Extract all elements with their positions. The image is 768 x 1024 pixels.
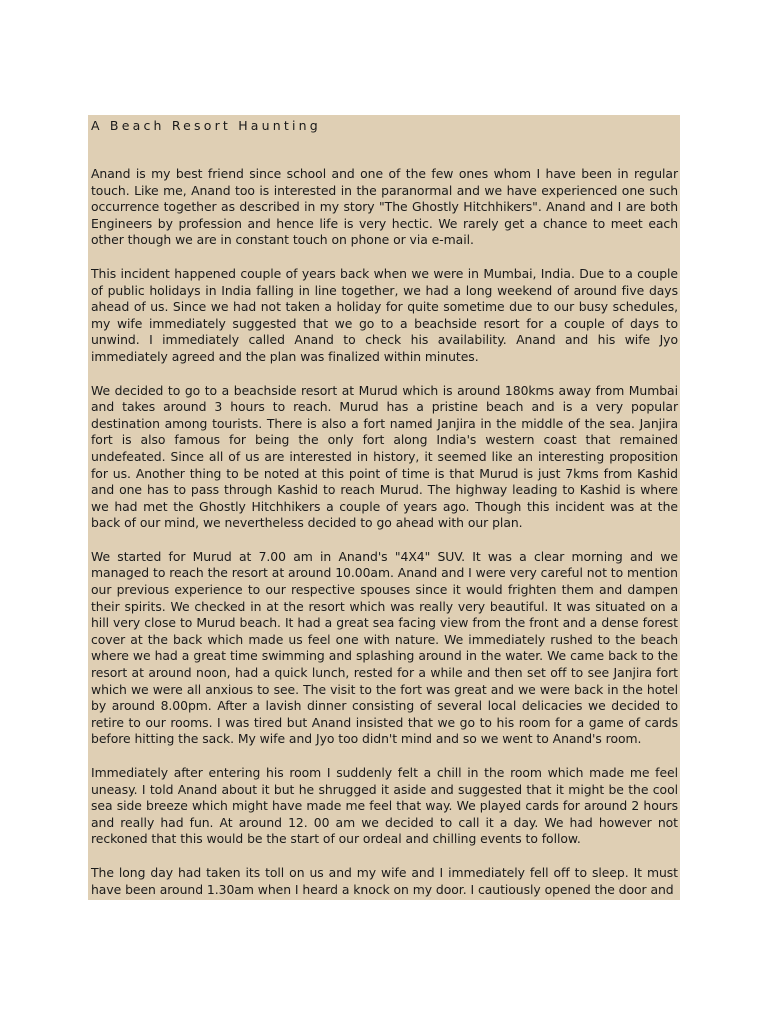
paragraph: We started for Murud at 7.00 am in Anand's "4X4" SUV. It was a clear morning and we managed to reach the resort at around 10.00am. Anand and I were very careful not to mention our previous experience to our respective spouses since it would frighten them and dampen their spirits. We checked in at the resort which was really very beautiful. It was situated on a hill very close to Murud beach. It had a great sea facing view from the front and a dense forest cover at the back which made us feel one with nature. We immediately rushed to the beach where we had a great time swimming and splashing around in the water. We came back to the resort at around noon, had a quick lunch, rested for a while and then set off to see Janjira fort which we were all anxious to see. The visit to the fort was great and we were back in the hotel by around 8.00pm. After a lavish dinner consisting of several local delicacies we decided to retire to our rooms. I was tired but Anand insisted that we go to his room for a game of cards before hitting the sack. My wife and Jyo too didn't mind and so we went to Anand's room. (91, 548, 678, 747)
paragraph: Immediately after entering his room I suddenly felt a chill in the room which made me feel uneasy. I told Anand about it but he shrugged it aside and suggested that it might be the cool sea side breeze which might have made me feel that way. We played cards for around 2 hours and really had fun. At around 12. 00 am we decided to call it a day. We had however not reckoned that this would be the start of our ordeal and chilling events to follow. (91, 765, 678, 847)
paragraph: This incident happened couple of years back when we were in Mumbai, India. Due to a couple of public holidays in India falling in line together, we had a long weekend of around five days ahead of us. Since we had not taken a holiday for quite sometime due to our busy schedules, my wife immediately suggested that we go to a beachside resort for a couple of days to unwind. I immediately called Anand to check his availability. Anand and his wife Jyo immediately agreed and the plan was finalized within minutes. (91, 265, 678, 364)
paragraph: We decided to go to a beachside resort at Murud which is around 180kms away from Mumbai and takes around 3 hours to reach. Murud has a pristine beach and is a very popular destination among tourists. There is also a fort named Janjira in the middle of the sea. Janjira fort is also famous for being the only fort along India's western coast that remained undefeated. Since all of us are interested in history, it seemed like an interesting proposition for us. Another thing to be noted at this point of time is that Murud is just 7kms from Kashid and one has to pass through Kashid to reach Murud. The highway leading to Kashid is where we had met the Ghostly Hitchhikers a couple of years ago. Though this incident was at the back of our mind, we nevertheless decided to go ahead with our plan. (91, 382, 678, 531)
paragraph: The long day had taken its toll on us and my wife and I immediately fell off to sleep. It must have been around 1.30am when I heard a knock on my door. I cautiously opened the door and (91, 864, 678, 897)
story-title: A Beach Resort Haunting (91, 118, 321, 133)
story-text-block (88, 115, 680, 900)
paragraph: Anand is my best friend since school and one of the few ones whom I have been in regular touch. Like me, Anand too is interested in the paranormal and we have experienced one such occurrence together as described in my story "The Ghostly Hitchhikers". Anand and I are both Engineers by profession and hence life is very hectic. We rarely get a chance to meet each other though we are in constant touch on phone or via e-mail. (91, 166, 678, 248)
